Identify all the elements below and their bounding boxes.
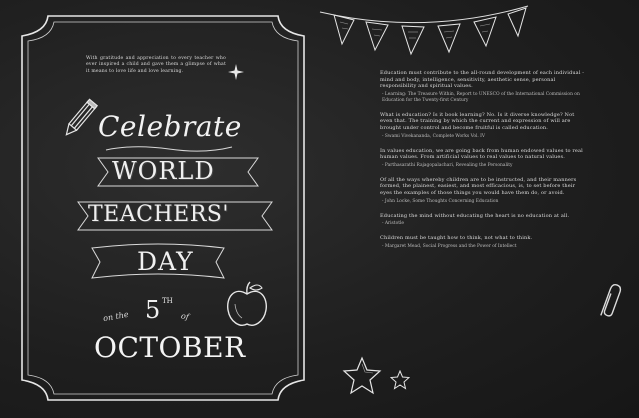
quote-source: - Margaret Mead, Social Progress and the Power of Intellect — [382, 243, 517, 249]
quote-item — [380, 177, 585, 205]
quote-item — [380, 70, 585, 104]
date-suffix: TH — [162, 297, 173, 305]
pencil-icon — [60, 98, 100, 142]
quote-item — [380, 148, 585, 169]
quote-source: - Parthasarathi Rajagopalachari, Revealing the Personality — [382, 162, 513, 168]
celebrate-title: Celebrate — [98, 110, 242, 143]
quote-text: Of all the ways whereby children are to be instructed, and their manners formed, the plainest, easiest, and most efficacious, is, to set before their eyes the examples of those things you would have them do, or avoid. — [380, 176, 577, 196]
teachers-word: TEACHERS' — [88, 202, 229, 227]
quote-item — [380, 112, 585, 140]
date-month: OCTOBER — [94, 331, 246, 364]
quote-source: - Swami Vivekananda, Complete Works Vol. IV — [382, 133, 486, 139]
quote-text: Educating the mind without educating the heart is no education at all. — [380, 212, 570, 219]
quote-item — [380, 213, 585, 228]
world-word: WORLD — [112, 157, 215, 185]
quote-text: In values education, we are going back from human endowed values to real human values. From artificial values to real values to natural values. — [380, 147, 583, 161]
quote-source: - Learning: The Treasure Within, Report to UNESCO of the International Commission on Education for the Twenty-first Century — [382, 91, 580, 103]
apple-icon — [224, 280, 270, 330]
intro-dedication: With gratitude and appreciation to every teacher who ever inspired a child and gave them a glimpse of what it means to love life and love learning. — [86, 56, 226, 74]
day-word: DAY — [137, 247, 194, 276]
quote-source: - Aristotle — [382, 221, 404, 227]
star-icon — [342, 356, 382, 396]
paperclip-icon — [600, 282, 622, 322]
bunting-flags — [318, 2, 530, 60]
quote-text: Children must be taught how to think, not what to think. — [380, 235, 533, 242]
quote-text: Education must contribute to the all-round development of each individual - mind and body, intelligence, sensitivity, aesthetic sense, personal responsibility and spiritual values. — [380, 70, 585, 90]
quote-source: - John Locke, Some Thoughts Concerning Education — [382, 198, 499, 204]
quote-text: What is education? Is it book learning? No. Is it diverse knowledge? Not even that. The training by which the current and expression of will are brought under control and become fruitful is called education. — [380, 111, 575, 131]
star-icon — [390, 370, 410, 390]
date-prefix: on the — [102, 309, 130, 324]
date-day-number: 5 — [145, 296, 161, 324]
date-of: of — [180, 311, 190, 322]
quotes-list — [380, 70, 585, 258]
sparkle-icon — [228, 64, 244, 80]
quote-item — [380, 235, 585, 250]
